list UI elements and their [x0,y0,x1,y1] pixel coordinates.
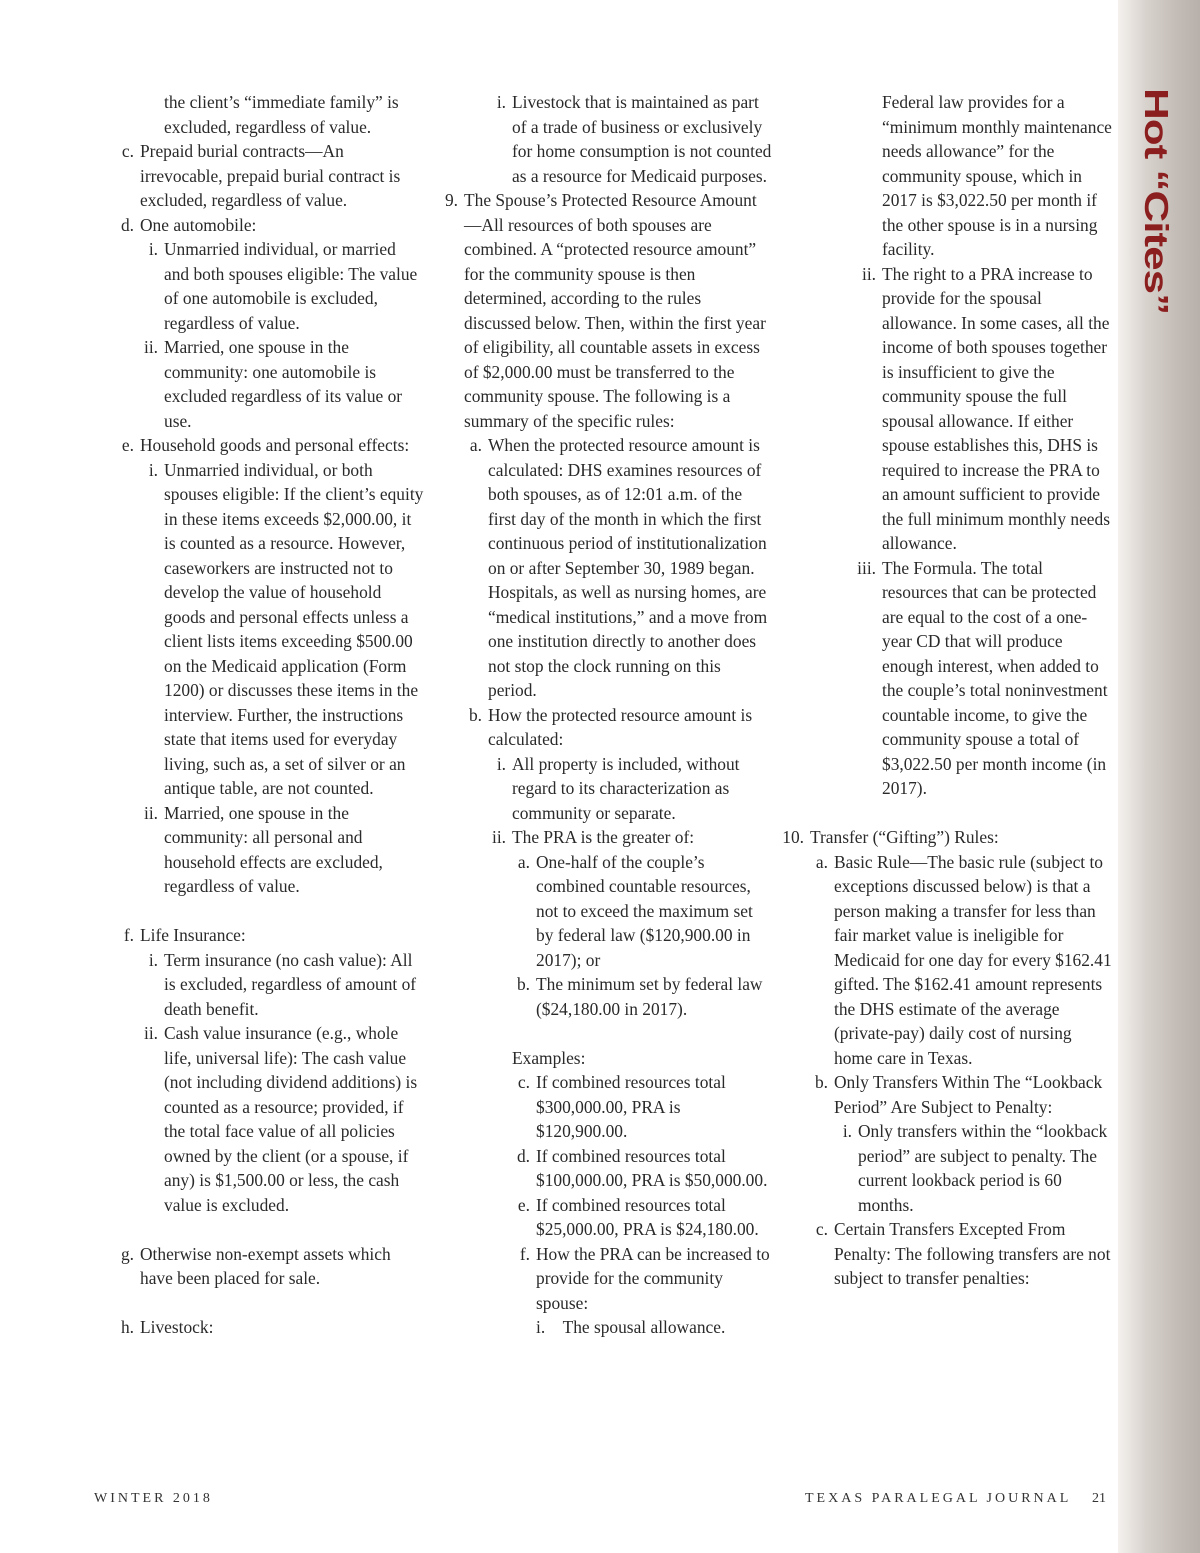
list-item-label: i. [148,949,158,970]
list-item-label: g. [120,1243,134,1264]
list-item [112,1021,424,1217]
list-item [782,850,1112,1071]
list-item-label: f. [519,1243,530,1264]
list-item-text: Cash value insurance (e.g., whole life, universal life): The cash value (not including dividend additions) is counted as a resource; provided, if the total face value of all policies owned by the client (or a spouse, if any) is $1,500.00 or less, the cash value is excluded. [164,1023,418,1215]
footer-issue: WINTER 2018 [94,1491,213,1506]
list-item [436,1144,772,1193]
list-item [436,1315,772,1340]
text-column-2 [436,90,772,1340]
list-item-label: e. [121,435,134,455]
text-column-1 [112,90,424,1340]
list-item-label: f. [123,925,134,945]
list-item [436,825,772,850]
list-item-label: a. [517,851,530,872]
list-item-text: i. The spousal allowance. [536,1317,726,1337]
list-item-text: Life Insurance: [140,925,246,945]
list-item-label: i. [148,459,158,480]
list-item-text: The PRA is the greater of: [512,827,695,847]
paragraph-gap [112,899,424,924]
paragraph-gap [436,1021,772,1046]
list-item [112,923,424,948]
list-item-label: b. [814,1072,828,1092]
list-item-text: If combined resources total $25,000.00, PRA is $24,180.00. [536,1194,759,1239]
text-column-3 [782,90,1112,1291]
list-item [782,1217,1112,1291]
list-item-label: d. [516,1145,530,1166]
list-item [112,458,424,801]
list-item [112,948,424,1022]
list-item [436,703,772,752]
list-item-text: If combined resources total $100,000.00, PRA is $50,000.00. [536,1145,768,1190]
list-item [782,90,1112,262]
list-item [436,972,772,1021]
list-item-text: The right to a PRA increase to provide for the spousal allowance. In some cases, all the income of both spouses together is insufficient to give the community spouse the full spousal allowance. If either spouse establishes this, DHS is required to increase the PRA to an amount sufficient to provide the full minimum monthly needs allowance. [882,263,1110,553]
list-item-label: i. [496,753,506,774]
list-item-text: One-half of the couple’s combined countable resources, not to exceed the maximum set by federal law ($120,900.00 in 2017); or [536,851,753,970]
list-item-text: Married, one spouse in the community: all personal and household effects are excluded, regardless of value. [164,802,383,896]
page-number: 21 [1092,1491,1106,1506]
list-item-text: Household goods and personal effects: [140,435,410,455]
list-item [436,1193,772,1242]
list-item [112,433,424,458]
section-tab-title: Hot “Cites” [1137,88,1175,315]
list-item-label: i. [148,239,158,259]
list-item [112,237,424,335]
list-item-label: b. [516,974,530,994]
list-item-text: Livestock: [140,1317,214,1337]
list-item-label: iii. [857,557,876,578]
list-item-label: a. [469,435,482,455]
list-item [436,1046,772,1071]
list-item-text: Term insurance (no cash value): All is excluded, regardless of amount of death benefit. [164,949,417,1019]
list-item [782,825,1112,850]
list-item [112,1315,424,1340]
list-item-text: Only Transfers Within The “Lookback Period” Are Subject to Penalty: [834,1072,1103,1117]
list-item [782,1070,1112,1119]
list-item [782,556,1112,801]
paragraph-gap [112,1291,424,1316]
list-item-label: 10. [782,827,804,847]
list-item [436,188,772,433]
list-item-text: Basic Rule—The basic rule (subject to exceptions discussed below) is that a person making a transfer for less than fair market value is ineligible for Medicaid for one day for every $162.41 gifted. The $162.41 amount represents the DHS estimate of the average (private-pay) daily cost of nursing home care in Texas. [834,851,1112,1068]
list-item-label: e. [517,1194,530,1215]
list-item-label: h. [120,1317,134,1337]
list-item [436,433,772,703]
list-item [436,752,772,826]
list-item-text: How the protected resource amount is calculated: [488,704,753,749]
list-item-text: Married, one spouse in the community: one automobile is excluded regardless of its value or use. [164,337,403,431]
list-item-text: Certain Transfers Excepted From Penalty: The following transfers are not subject to transfer penalties: [834,1219,1111,1288]
list-item [112,90,424,139]
footer-journal: TEXAS PARALEGAL JOURNAL [805,1491,1072,1506]
list-item [436,1070,772,1144]
list-item-text: Unmarried individual, or married and both spouses eligible: The value of one automobile is excluded, regardless of value. [164,239,418,333]
list-item-text: One automobile: [140,214,257,235]
list-item-label: ii. [143,337,158,357]
list-item-text: Unmarried individual, or both spouses eligible: If the client’s equity in these items exceeds $2,000.00, it is counted as a resource. However, caseworkers are instructed not to develop the value of household goods and personal effects unless a client lists items exceeding $500.00 on the Medicaid application (Form 1200) or discusses these items in the interview. Further, the instructions state that items used for everyday living, such as, a set of silver or an antique table, are not counted. [164,459,424,798]
list-item-text: How the PRA can be increased to provide for the community spouse: [536,1243,770,1313]
list-item-label: c. [815,1219,828,1239]
list-item [112,1242,424,1291]
list-item-label: ii. [143,802,158,823]
list-item [782,1119,1112,1217]
list-item-label: i. [496,92,506,112]
list-item-text: The Spouse’s Protected Resource Amount—All resources of both spouses are combined. A “protected resource amount” for the community spouse is then determined, according to the rules discussed below. Then, within the first year of eligibility, all countable assets in excess of $2,000.00 must be transferred to the community spouse. The following is a summary of the specific rules: [464,190,766,431]
list-item-text: Otherwise non-exempt assets which have been placed for sale. [140,1243,391,1288]
list-item-text: Livestock that is maintained as part of a trade of business or exclusively for home consumption is not counted as a resource for Medicaid purposes. [512,92,772,186]
list-item-label: d. [120,214,134,235]
list-item [112,213,424,238]
list-item-label: ii. [491,827,506,847]
list-item-text: If combined resources total $300,000.00, PRA is $120,900.00. [536,1072,726,1141]
list-item-text: the client’s “immediate family” is excluded, regardless of value. [164,92,399,137]
list-item-label: 9. [444,190,458,210]
list-item-label: c. [121,141,134,161]
list-item [782,262,1112,556]
list-item-label: ii. [861,263,876,284]
list-item-text: Transfer (“Gifting”) Rules: [810,827,999,847]
list-item-text: When the protected resource amount is calculated: DHS examines resources of both spouses, as of 12:01 a.m. of the first day of the month in which the first continuous period of institutionalization on or after September 30, 1989 began. Hospitals, as well as nursing homes, are “medical institutions,” and a move from one institution directly to another does not stop the clock running on this period. [488,435,768,700]
list-item [112,139,424,213]
list-item-label: i. [842,1121,852,1141]
list-item [436,1242,772,1316]
list-item [436,850,772,973]
list-item-text: Only transfers within the “lookback period” are subject to penalty. The current lookback period is 60 months. [858,1121,1108,1215]
list-item-text: Prepaid burial contracts—An irrevocable, prepaid burial contract is excluded, regardless of value. [140,141,401,210]
paragraph-gap [112,1217,424,1242]
list-item [112,801,424,899]
list-item-label: a. [815,851,828,872]
list-item-text: Examples: [512,1047,586,1068]
list-item-text: All property is included, without regard to its characterization as community or separate. [512,753,740,823]
list-item [436,90,772,188]
list-item [112,335,424,433]
list-item-text: Federal law provides for a “minimum monthly maintenance needs allowance” for the community spouse, which in 2017 is $3,022.50 per month if the other spouse is in a nursing facility. [882,92,1112,259]
list-item-label: c. [517,1072,530,1092]
list-item-text: The Formula. The total resources that can be protected are equal to the cost of a one-year CD that will produce enough interest, when added to the couple’s total noninvestment countable income, to give the community spouse a total of $3,022.50 per month income (in 2017). [882,557,1108,798]
list-item-label: ii. [143,1023,158,1043]
list-item-label: b. [468,704,482,725]
list-item-text: The minimum set by federal law ($24,180.00 in 2017). [536,974,763,1019]
paragraph-gap [782,801,1112,826]
